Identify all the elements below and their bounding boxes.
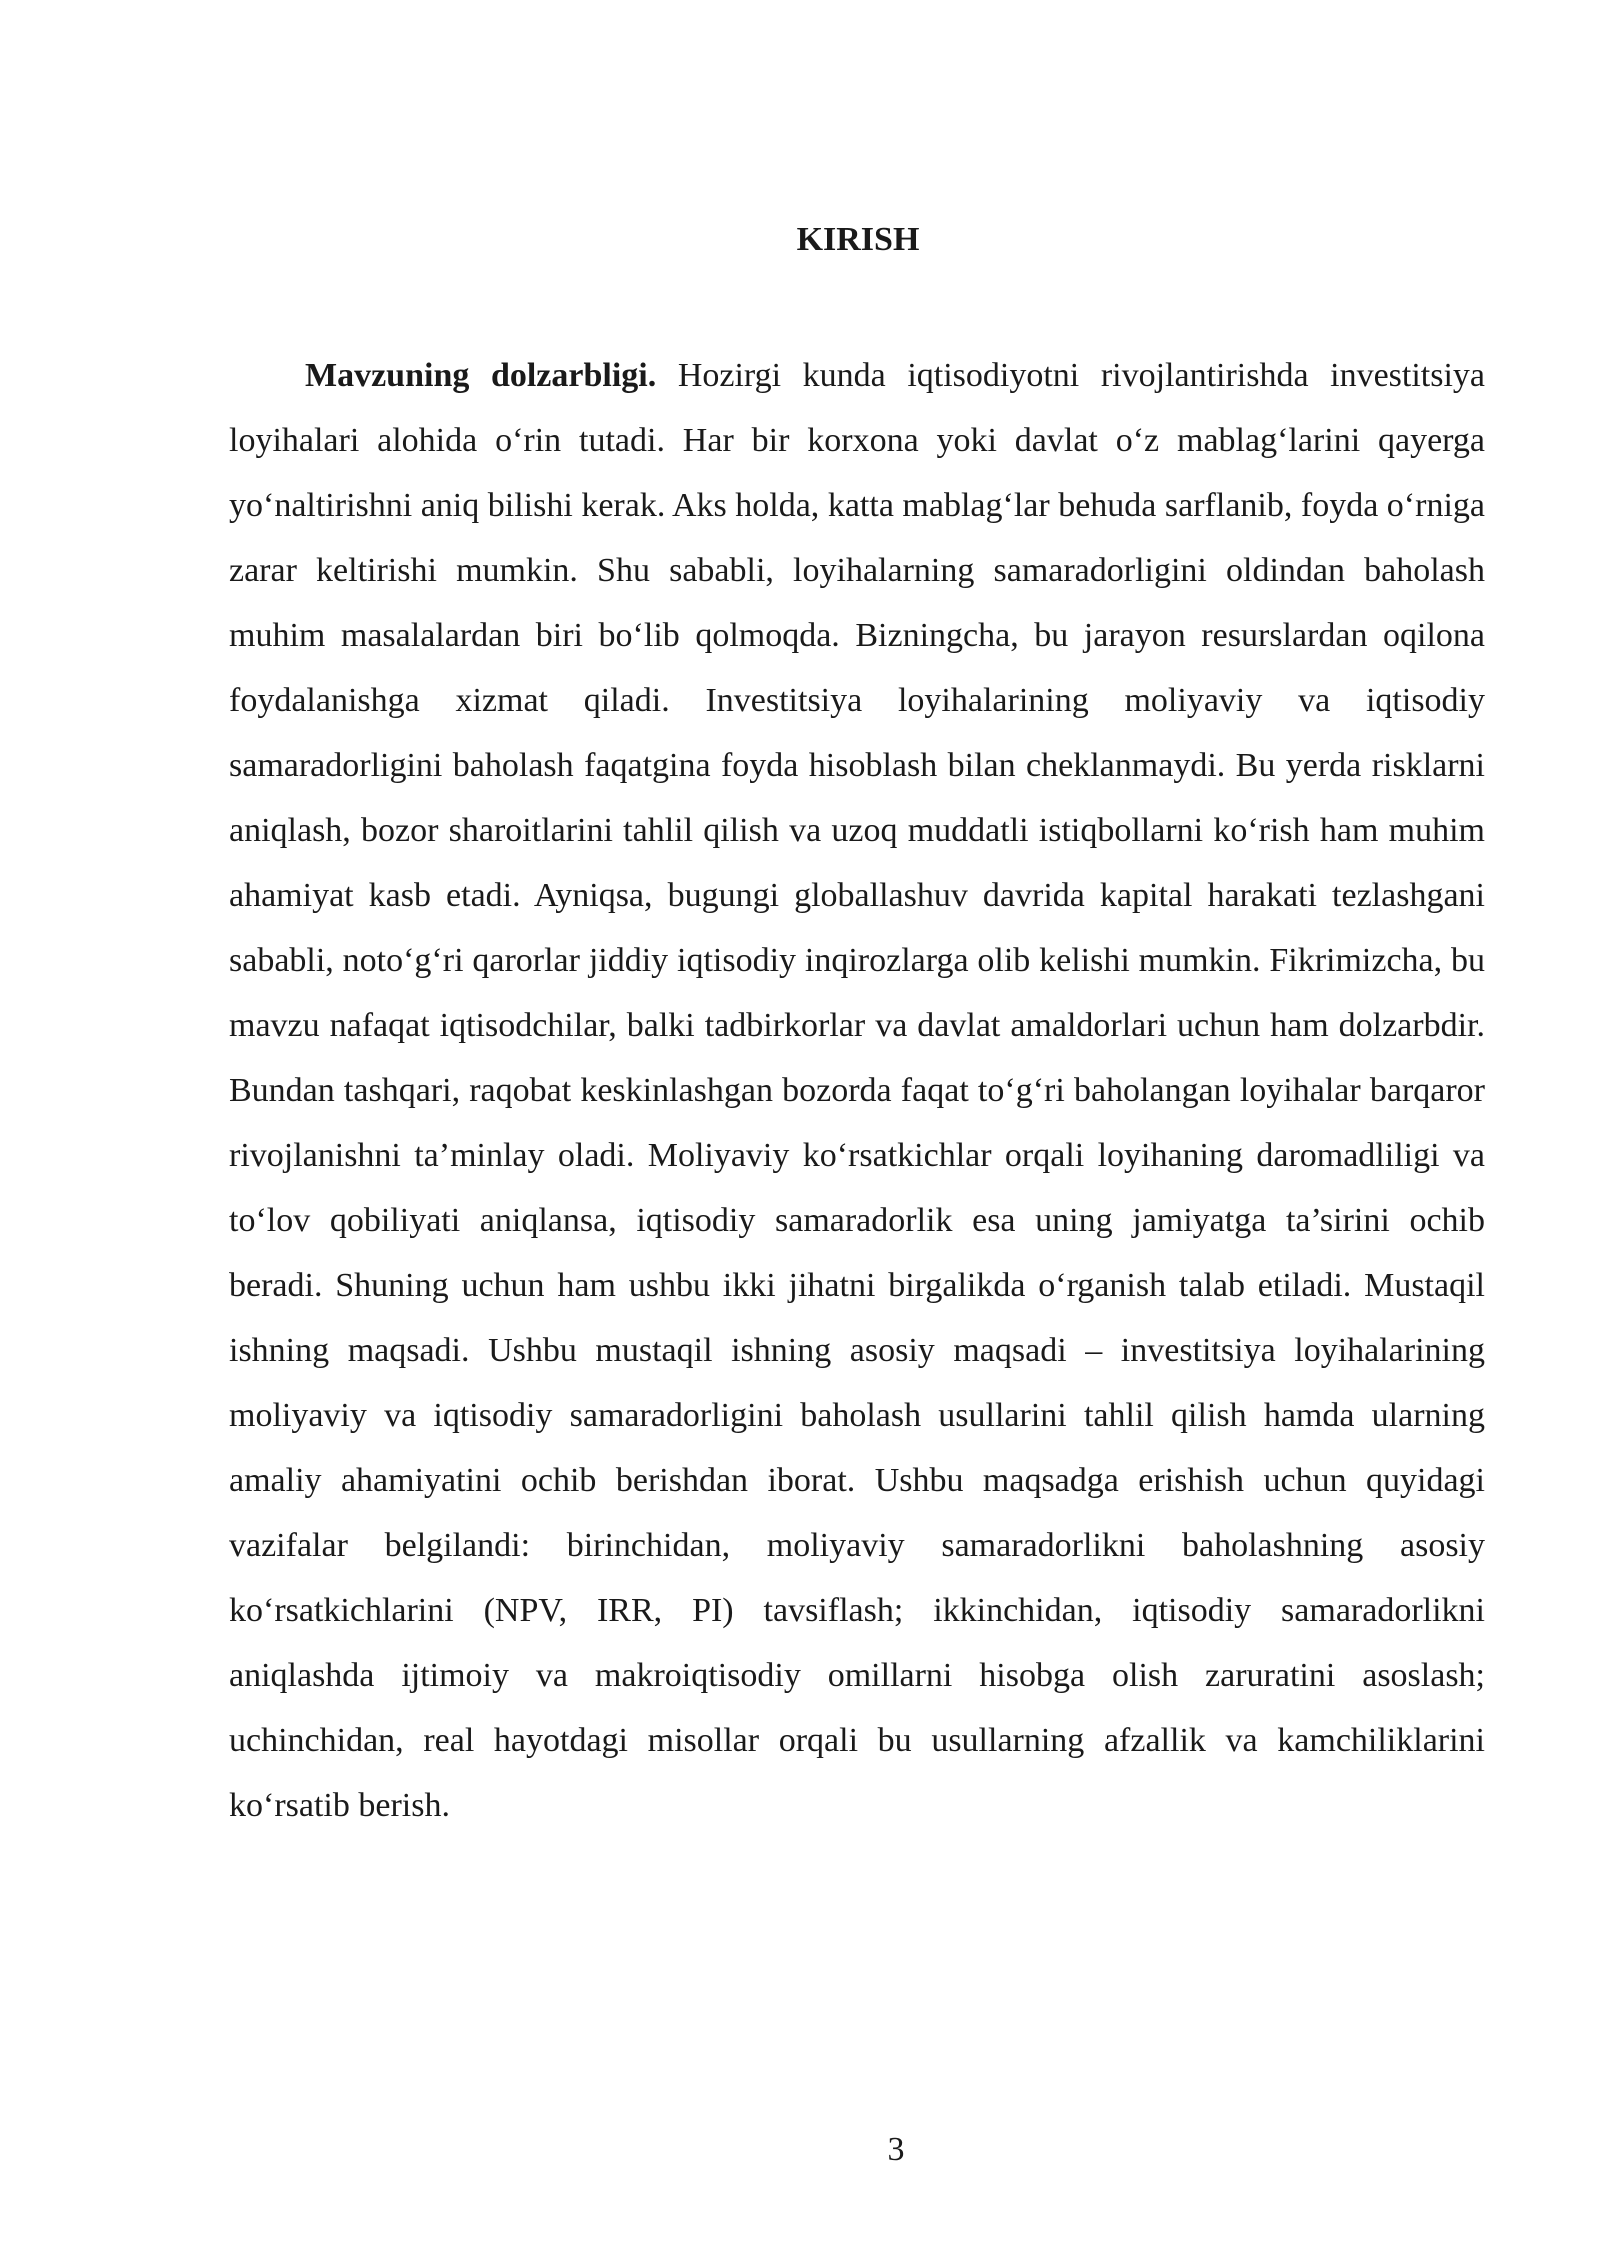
paragraph-lead: Mavzuning dolzarbligi. (305, 357, 657, 394)
body-paragraph (229, 343, 1485, 1838)
page-heading: KIRISH (796, 221, 920, 258)
page-number: 3 (887, 2131, 905, 2168)
paragraph-text: Hozirgi kunda iqtisodiyotni rivojlantirishda investitsiya loyihalari alohida o‘rin tutadi. Har bir korxona yoki davlat o‘z mablag‘larini qayerga yo‘naltirishni aniq bilishi kerak. Aks holda, katta mablag‘lar behuda sarflanib, foyda o‘rniga zarar keltirishi mumkin. Shu sababli, loyihalarning samaradorligini oldindan baholash muhim masalalardan biri bo‘lib qolmoqda. Bizningcha, bu jarayon resurslardan oqilona foydalanishga xizmat qiladi. Investitsiya loyihalarining moliyaviy va iqtisodiy samaradorligini baholash faqatgina foyda hisoblash bilan cheklanmaydi. Bu yerda risklarni aniqlash, bozor sharoitlarini tahlil qilish va uzoq muddatli istiqbollarni ko‘rish ham muhim ahamiyat kasb etadi. Ayniqsa, bugungi globallashuv davrida kapital harakati tezlashgani sababli, noto‘g‘ri qarorlar jiddiy iqtisodiy inqirozlarga olib kelishi mumkin. Fikrimizcha, bu mavzu nafaqat iqtisodchilar, balki tadbirkorlar va davlat amaldorlari uchun ham dolzarbdir. Bundan tashqari, raqobat keskinlashgan bozorda faqat to‘g‘ri baholangan loyihalar barqaror rivojlanishni ta’minlay oladi. Moliyaviy ko‘rsatkichlar orqali loyihaning daromadliligi va to‘lov qobiliyati aniqlansa, iqtisodiy samaradorlik esa uning jamiyatga ta’sirini ochib beradi. Shuning uchun ham ushbu ikki jihatni birgalikda o‘rganish talab etiladi. Mustaqil ishning maqsadi. Ushbu mustaqil ishning asosiy maqsadi – investitsiya loyihalarining moliyaviy va iqtisodiy samaradorligini baholash usullarini tahlil qilish hamda ularning amaliy ahamiyatini ochib berishdan iborat. Ushbu maqsadga erishish uchun quyidagi vazifalar belgilandi: birinchidan, moliyaviy samaradorlikni baholashning asosiy ko‘rsatkichlarini (NPV, IRR, PI) tavsiflash; ikkinchidan, iqtisodiy samaradorlikni aniqlashda ijtimoiy va makroiqtisodiy omillarni hisobga olish zaruratini asoslash; uchinchidan, real hayotdagi misollar orqali bu usullarning afzallik va kamchiliklarini ko‘rsatib berish. (229, 357, 1486, 1824)
